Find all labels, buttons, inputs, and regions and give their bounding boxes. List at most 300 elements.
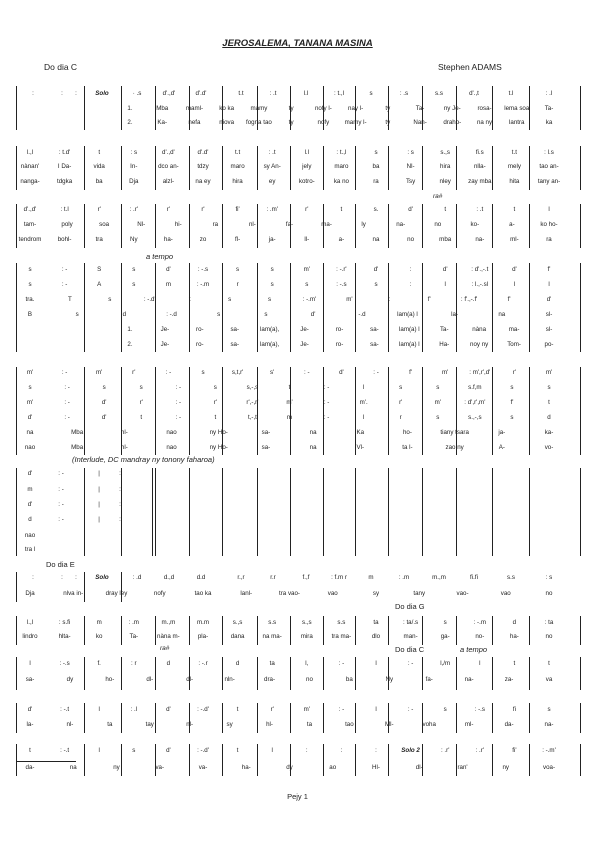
score-cell: voha bbox=[422, 721, 436, 728]
score-cell: t bbox=[236, 706, 239, 713]
annotation-key-e: Do dia E bbox=[46, 560, 75, 569]
score-cell: nofy bbox=[317, 119, 330, 126]
bar-line bbox=[323, 657, 324, 690]
score-cell: Je- bbox=[300, 341, 309, 348]
score-row bbox=[0, 384, 595, 394]
score-cell: : l.,-.sl bbox=[471, 281, 489, 288]
score-cell: : - bbox=[58, 470, 64, 477]
score-cell: s bbox=[28, 281, 32, 288]
score-cell: vida bbox=[93, 163, 105, 170]
bar-line bbox=[323, 468, 324, 556]
score-cell: voa- bbox=[542, 764, 556, 771]
score-cell: dy bbox=[66, 676, 74, 683]
score-cell: tra ma- bbox=[331, 633, 352, 640]
score-cell: da- bbox=[504, 721, 514, 728]
score-row bbox=[0, 266, 595, 276]
score-cell: r bbox=[236, 281, 239, 288]
score-cell: ny bbox=[113, 764, 120, 771]
key-signature: Do dia C bbox=[44, 62, 78, 72]
score-cell: nanga- bbox=[20, 178, 40, 185]
score-cell: t bbox=[29, 747, 31, 754]
score-cell: : f.m r bbox=[331, 574, 347, 581]
bar-line bbox=[388, 204, 389, 248]
bar-line bbox=[290, 468, 291, 556]
score-row bbox=[0, 660, 595, 670]
score-cell: Ny bbox=[385, 676, 394, 683]
score-cell: ko ho- bbox=[540, 221, 558, 228]
score-cell: tendrom bbox=[18, 236, 42, 243]
bar-line bbox=[84, 572, 85, 602]
score-cell: lam(a), bbox=[260, 341, 280, 348]
bar-line bbox=[529, 703, 530, 733]
score-cell: ll- bbox=[304, 236, 310, 243]
score-cell: 2. bbox=[127, 119, 133, 126]
score-cell: : -.r bbox=[198, 660, 208, 667]
score-cell: tra. bbox=[25, 296, 35, 303]
score-cell: tany an- bbox=[537, 178, 561, 185]
bar-line bbox=[529, 744, 530, 776]
score-cell: A bbox=[97, 281, 102, 288]
score-cell: 2. bbox=[127, 341, 133, 348]
bar-line bbox=[84, 367, 85, 455]
score-cell: m bbox=[27, 486, 33, 493]
score-cell: dl- bbox=[415, 764, 423, 771]
bar-line bbox=[492, 657, 493, 690]
bar-line bbox=[580, 86, 581, 130]
score-cell: r bbox=[399, 414, 402, 421]
score-cell: da- bbox=[25, 764, 35, 771]
score-cell: s bbox=[264, 311, 268, 318]
score-cell: mamy l- bbox=[344, 119, 367, 126]
bar-line bbox=[388, 657, 389, 690]
score-cell: d bbox=[122, 311, 127, 318]
bar-line bbox=[16, 367, 17, 455]
score-cell: Nl- bbox=[137, 221, 146, 228]
score-cell: fa- bbox=[425, 676, 433, 683]
score-cell: : t.,l bbox=[334, 90, 344, 97]
score-cell: d'.,d' bbox=[162, 90, 176, 97]
score-cell: m' bbox=[303, 266, 310, 273]
score-cell: r.,r bbox=[237, 574, 245, 581]
score-cell: ja- bbox=[268, 236, 276, 243]
bar-line bbox=[355, 263, 356, 352]
bar-line bbox=[492, 146, 493, 190]
bar-line bbox=[355, 657, 356, 690]
score-cell: : - bbox=[61, 281, 68, 288]
score-cell: : bbox=[32, 574, 34, 581]
score-cell: f. bbox=[97, 660, 101, 667]
bar-line bbox=[580, 657, 581, 690]
bar-line bbox=[121, 146, 122, 190]
annotation-interlude: (Interlude, DC mandray ny tonony faharoa) bbox=[72, 455, 215, 464]
score-cell: t bbox=[98, 149, 101, 156]
bar-line bbox=[84, 204, 85, 248]
bar-line bbox=[580, 146, 581, 190]
score-cell: ja- bbox=[498, 429, 506, 436]
score-cell: | bbox=[98, 470, 100, 477]
score-cell: s. bbox=[373, 206, 379, 213]
bar-line bbox=[529, 263, 530, 352]
score-cell: mira bbox=[300, 633, 313, 640]
score-cell: maro bbox=[334, 163, 349, 170]
score-cell: vo- bbox=[544, 444, 554, 451]
bar-line bbox=[355, 744, 356, 776]
score-cell: I Da- bbox=[57, 163, 72, 170]
score-cell: Ml- bbox=[385, 721, 394, 728]
score-cell: vao- bbox=[456, 590, 469, 597]
score-cell: : - bbox=[175, 414, 182, 421]
score-cell: s bbox=[139, 384, 143, 391]
score-cell: s.,s bbox=[232, 619, 243, 626]
score-cell: : r bbox=[131, 660, 137, 667]
score-cell: r.r bbox=[270, 574, 276, 581]
score-cell: A- bbox=[498, 444, 505, 451]
score-cell: zay mba bbox=[468, 178, 492, 185]
bar-line bbox=[16, 657, 17, 690]
score-cell: ba bbox=[372, 163, 380, 170]
score-cell: dray ley bbox=[105, 590, 128, 597]
bar-line bbox=[580, 616, 581, 645]
score-row bbox=[0, 178, 595, 188]
bar-line bbox=[257, 744, 258, 776]
score-cell: s' bbox=[270, 369, 275, 376]
bar-line bbox=[456, 744, 457, 776]
score-cell: r',-,r' bbox=[246, 399, 259, 406]
score-row bbox=[0, 470, 595, 480]
score-cell: t.l bbox=[508, 90, 514, 97]
score-cell: l bbox=[98, 747, 100, 754]
score-cell: hl- bbox=[266, 721, 273, 728]
score-cell: : d',r',m' bbox=[464, 399, 486, 406]
score-cell: tiany tsara bbox=[440, 429, 469, 436]
bar-line bbox=[189, 204, 190, 248]
score-cell: na bbox=[309, 429, 317, 436]
score-cell: fi.s bbox=[475, 149, 484, 156]
score-cell: Mba bbox=[71, 429, 84, 436]
score-cell: nay l- bbox=[348, 105, 364, 112]
bar-line bbox=[16, 204, 17, 248]
score-cell: l bbox=[513, 281, 516, 288]
score-cell: : .r' bbox=[440, 747, 450, 754]
bar-line bbox=[422, 263, 423, 352]
score-cell: ly bbox=[361, 221, 366, 228]
score-cell: | bbox=[98, 501, 100, 508]
score-cell: : - bbox=[61, 369, 68, 376]
bar-line bbox=[422, 146, 423, 190]
bar-line bbox=[84, 616, 85, 645]
score-cell: d' bbox=[166, 706, 171, 713]
bar-line bbox=[222, 367, 223, 455]
score-cell: nlla- bbox=[473, 163, 486, 170]
score-cell: a- bbox=[509, 221, 515, 228]
score-cell: ty bbox=[288, 119, 294, 126]
score-cell: Vl- bbox=[356, 444, 365, 451]
score-cell: a- bbox=[338, 236, 345, 243]
score-row bbox=[0, 414, 595, 424]
score-cell: no bbox=[434, 221, 442, 228]
score-cell: r' bbox=[166, 206, 171, 213]
score-row bbox=[0, 516, 595, 526]
score-cell: ma- bbox=[508, 326, 520, 333]
score-cell: : bbox=[119, 470, 121, 477]
score-cell: na- bbox=[544, 721, 554, 728]
score-cell: sy bbox=[226, 721, 233, 728]
bar-line bbox=[16, 86, 17, 130]
score-cell: : s.fi bbox=[58, 619, 71, 626]
score-cell: sa- bbox=[370, 326, 379, 333]
score-cell: Ka bbox=[356, 429, 365, 436]
score-cell: : -.t bbox=[60, 706, 70, 713]
bar-line bbox=[189, 703, 190, 733]
score-cell: lam(a) l bbox=[397, 311, 418, 318]
score-cell: : .d bbox=[132, 574, 142, 581]
bar-line bbox=[152, 468, 153, 556]
score-cell: : bbox=[305, 747, 308, 754]
bar-line bbox=[290, 367, 291, 455]
score-cell: ka bbox=[545, 119, 553, 126]
score-cell: tra l bbox=[24, 546, 36, 553]
score-row bbox=[0, 429, 595, 439]
score-cell: d bbox=[547, 414, 551, 421]
bar-line bbox=[388, 616, 389, 645]
bar-line bbox=[355, 204, 356, 248]
score-cell: : .l bbox=[545, 90, 553, 97]
score-cell: : t.l bbox=[60, 206, 69, 213]
score-cell: l.l bbox=[304, 149, 310, 156]
score-cell: hita bbox=[509, 178, 520, 185]
bar-line bbox=[323, 703, 324, 733]
score-cell: soa bbox=[99, 221, 110, 228]
bar-line bbox=[355, 616, 356, 645]
score-cell: : .t bbox=[268, 149, 276, 156]
score-cell: ro- bbox=[196, 326, 204, 333]
score-cell: ha- bbox=[509, 633, 519, 640]
score-cell: hl- bbox=[120, 429, 128, 436]
score-cell: l.l bbox=[303, 90, 309, 97]
score-cell: r' bbox=[132, 369, 136, 376]
bar-line bbox=[121, 86, 122, 130]
score-cell: ty bbox=[288, 105, 294, 112]
bar-line bbox=[422, 86, 423, 130]
score-cell: nofy bbox=[153, 590, 166, 597]
score-cell: pla- bbox=[197, 633, 209, 640]
bar-line bbox=[189, 146, 190, 190]
score-cell: l bbox=[479, 660, 481, 667]
score-cell: tam- bbox=[23, 221, 37, 228]
bar-line bbox=[84, 657, 85, 690]
score-cell: hira bbox=[232, 178, 243, 185]
score-cell: no- bbox=[475, 633, 485, 640]
score-cell: l bbox=[362, 384, 365, 391]
score-cell: : - bbox=[58, 486, 64, 493]
score-cell: d' bbox=[546, 296, 552, 303]
score-cell: : ta/.s bbox=[403, 619, 419, 626]
score-cell: d' bbox=[442, 266, 448, 273]
score-cell: : s bbox=[545, 574, 553, 581]
score-cell: na bbox=[372, 236, 380, 243]
score-cell: f' bbox=[409, 369, 413, 376]
score-cell: sa- bbox=[230, 326, 240, 333]
bar-line bbox=[355, 468, 356, 556]
score-cell: l,/m bbox=[440, 660, 451, 667]
score-cell: m bbox=[368, 574, 374, 581]
bar-line bbox=[16, 744, 17, 776]
score-cell: sa- bbox=[230, 341, 240, 348]
score-cell: m.,m bbox=[432, 574, 446, 581]
score-row bbox=[0, 532, 595, 542]
score-cell: : - bbox=[323, 384, 330, 391]
score-cell: s bbox=[436, 384, 440, 391]
score-row bbox=[0, 399, 595, 409]
score-cell: : -.d bbox=[166, 311, 177, 318]
score-cell: : bbox=[409, 266, 412, 273]
score-cell: fl- bbox=[235, 236, 241, 243]
score-cell: na bbox=[309, 444, 317, 451]
score-row bbox=[0, 369, 595, 379]
score-cell: ha- bbox=[241, 764, 251, 771]
score-cell: zao ny bbox=[445, 444, 464, 451]
score-cell: d' bbox=[101, 399, 107, 406]
score-cell: maml- bbox=[185, 105, 204, 112]
bar-line bbox=[323, 86, 324, 130]
score-cell: Ha- bbox=[439, 341, 450, 348]
bar-line bbox=[492, 204, 493, 248]
bar-line bbox=[323, 744, 324, 776]
bar-line bbox=[456, 204, 457, 248]
bar-line bbox=[257, 616, 258, 645]
score-cell: Tom- bbox=[507, 341, 521, 348]
score-cell: nao bbox=[166, 429, 177, 436]
score-cell: m' bbox=[26, 369, 34, 376]
bar-line bbox=[121, 657, 122, 690]
score-cell: r' bbox=[97, 206, 101, 213]
score-cell: poly bbox=[61, 221, 73, 228]
score-cell: m' bbox=[434, 399, 441, 406]
score-cell: s,-,s bbox=[246, 384, 259, 391]
score-cell: nl- bbox=[186, 721, 194, 728]
score-cell: d' bbox=[166, 266, 171, 273]
bar-line bbox=[492, 86, 493, 130]
score-cell: Je- bbox=[160, 341, 170, 348]
score-cell: alzl- bbox=[162, 178, 175, 185]
score-cell: ra bbox=[373, 178, 379, 185]
score-cell: B bbox=[27, 311, 33, 318]
bar-line bbox=[456, 146, 457, 190]
score-cell: sa- bbox=[25, 676, 35, 683]
bar-line bbox=[121, 204, 122, 248]
bar-line bbox=[84, 468, 85, 556]
bar-line bbox=[580, 744, 581, 776]
score-cell: m' bbox=[346, 296, 353, 303]
score-cell: s bbox=[132, 266, 136, 273]
score-cell: fa- bbox=[285, 221, 294, 228]
bar-line bbox=[388, 744, 389, 776]
bar-line bbox=[16, 703, 17, 733]
score-cell: : .m' bbox=[266, 206, 278, 213]
bar-line bbox=[290, 263, 291, 352]
score-cell: · .s bbox=[132, 90, 142, 97]
score-cell: noy ny bbox=[470, 341, 489, 348]
bar-line bbox=[222, 616, 223, 645]
score-row bbox=[0, 444, 595, 454]
bar-line bbox=[155, 204, 156, 248]
score-cell: no bbox=[306, 676, 313, 683]
score-cell: d' bbox=[27, 501, 33, 508]
score-cell: s.s bbox=[435, 90, 443, 97]
score-row bbox=[0, 590, 595, 600]
score-cell: ny Je- bbox=[443, 105, 461, 112]
score-cell: 1. bbox=[127, 326, 133, 333]
score-cell: : s bbox=[407, 149, 414, 156]
bar-line bbox=[16, 263, 17, 352]
score-cell: d' bbox=[101, 414, 107, 421]
bar-line bbox=[529, 657, 530, 690]
score-cell: l bbox=[548, 281, 550, 288]
score-cell: na bbox=[498, 311, 506, 318]
score-cell: s bbox=[547, 706, 551, 713]
score-cell: : -.s bbox=[474, 706, 485, 713]
score-cell: : -.m' bbox=[302, 296, 317, 303]
score-row bbox=[0, 311, 595, 321]
score-cell: lam(a) l bbox=[399, 326, 420, 333]
score-cell: m bbox=[96, 619, 102, 626]
score-cell: m'. bbox=[359, 399, 368, 406]
score-cell: t bbox=[548, 399, 550, 406]
score-cell: ny Ho- bbox=[209, 429, 228, 436]
score-cell: Ny bbox=[130, 236, 138, 243]
annotation-key-c: Do dia C bbox=[395, 645, 425, 654]
bar-line bbox=[257, 657, 258, 690]
bar-line bbox=[155, 703, 156, 733]
score-cell: vao bbox=[500, 590, 511, 597]
score-cell: tany bbox=[413, 590, 426, 597]
bar-line bbox=[189, 657, 190, 690]
score-cell: s bbox=[270, 266, 274, 273]
score-cell: la- bbox=[451, 311, 459, 318]
score-cell: r' bbox=[305, 206, 309, 213]
score-cell: s bbox=[28, 266, 32, 273]
score-cell: lam(a), bbox=[260, 326, 280, 333]
page-number: Pejy 1 bbox=[287, 792, 308, 801]
score-cell: Ta- bbox=[544, 105, 554, 112]
bar-line bbox=[16, 468, 17, 556]
score-cell: nlva in- bbox=[63, 590, 84, 597]
score-cell: d bbox=[166, 660, 171, 667]
bar-line bbox=[222, 468, 223, 556]
score-cell: Dja bbox=[129, 178, 139, 185]
bar-line bbox=[529, 146, 530, 190]
score-cell: s bbox=[217, 311, 221, 318]
score-cell: f.,f bbox=[302, 574, 310, 581]
score-row bbox=[0, 619, 595, 629]
bar-line bbox=[155, 263, 156, 352]
score-cell: l bbox=[548, 206, 550, 213]
score-row bbox=[0, 486, 595, 496]
bar-line bbox=[155, 616, 156, 645]
bar-line bbox=[323, 204, 324, 248]
score-cell: s.s bbox=[337, 619, 346, 626]
bar-line bbox=[422, 468, 423, 556]
score-cell: s bbox=[510, 384, 514, 391]
score-cell: t bbox=[214, 414, 217, 421]
score-cell: f' bbox=[510, 399, 514, 406]
score-cell: Solo bbox=[95, 574, 109, 581]
score-cell: m.m bbox=[196, 619, 210, 626]
score-cell: ta bbox=[107, 721, 113, 728]
score-cell: : bbox=[340, 747, 343, 754]
score-cell: : -.d bbox=[354, 311, 366, 318]
score-cell: : .r' bbox=[129, 206, 138, 213]
